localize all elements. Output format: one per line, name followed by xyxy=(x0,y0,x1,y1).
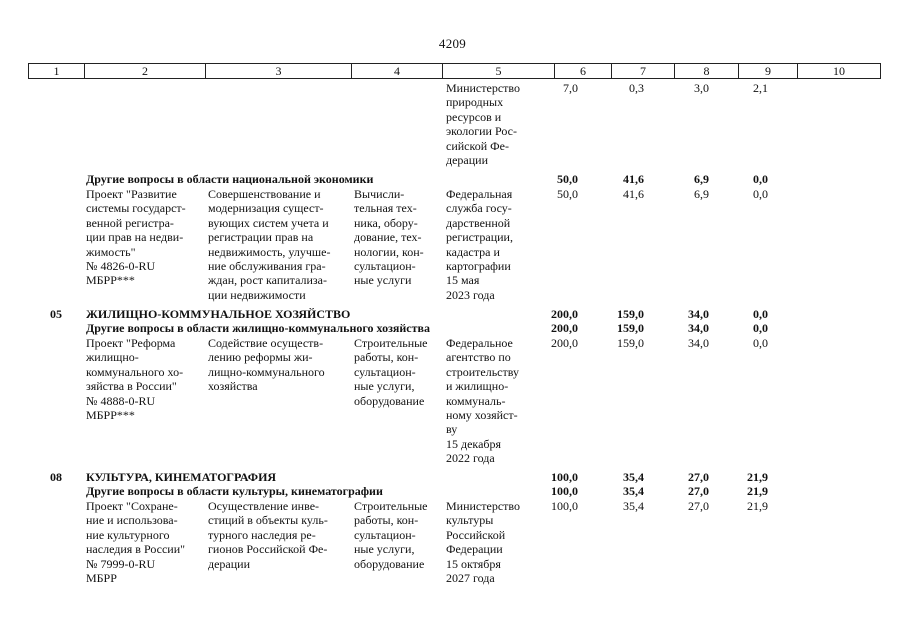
project-7999-responsible: Министерство культуры Российской Федерации 15 октября 2027 года xyxy=(446,499,520,586)
column-header-row xyxy=(28,63,881,79)
column-header-7: 7 xyxy=(612,64,675,78)
project-4888-procurement: Строительные работы, кон- сультацион- ные услуги, оборудование xyxy=(354,336,428,408)
national-economy-value-7: 41,6 xyxy=(623,172,644,186)
project-7999-value-9: 21,9 xyxy=(747,499,768,513)
column-header-10: 10 xyxy=(833,64,845,78)
project-4888-value-7: 159,0 xyxy=(617,336,644,350)
project-7999-purpose: Осуществление инве- стиций в объекты куль- турного наследия ре- гионов Российской Фе- дерации xyxy=(208,499,328,571)
section-05-value-9: 0,0 xyxy=(753,307,768,321)
section-05-value-8: 34,0 xyxy=(688,307,709,321)
column-header-4: 4 xyxy=(352,64,443,78)
project-7999-procurement: Строительные работы, кон- сультацион- ные услуги, оборудование xyxy=(354,499,428,571)
culture-other-value-7: 35,4 xyxy=(623,484,644,498)
project-4826-value-8: 6,9 xyxy=(694,187,709,201)
project-4888-name: Проект "Реформа жилищно- коммунального хо- зяйства в России" № 4888-0-RU МБРР*** xyxy=(86,336,184,423)
project-7999-value-7: 35,4 xyxy=(623,499,644,513)
column-header-9: 9 xyxy=(739,64,798,78)
column-header-8: 8 xyxy=(675,64,739,78)
ministry-carry-responsible: Министерство природных ресурсов и экологии Рос- сийской Фе- дерации xyxy=(446,81,520,168)
national-economy-value-8: 6,9 xyxy=(694,172,709,186)
project-4826-purpose: Совершенствование и модернизация сущест- вующих систем учета и регистрации прав на недвижимость, улучше- ние обслуживания гра- ждан, рост капитализа- ции недвижимости xyxy=(208,187,331,302)
housing-other-value-9: 0,0 xyxy=(753,321,768,335)
section-national-economy-title: Другие вопросы в области национальной экономики xyxy=(86,172,374,186)
housing-other-value-8: 34,0 xyxy=(688,321,709,335)
project-4888-value-9: 0,0 xyxy=(753,336,768,350)
column-header-3: 3 xyxy=(206,64,352,78)
section-08-value-7: 35,4 xyxy=(623,470,644,484)
page-number: 4209 xyxy=(438,36,467,51)
project-4888-purpose: Содействие осуществ- лению реформы жи- лищно-коммунального хозяйства xyxy=(208,336,325,394)
column-header-5: 5 xyxy=(443,64,555,78)
column-header-6: 6 xyxy=(555,64,612,78)
housing-other-value-6: 200,0 xyxy=(551,321,578,335)
section-05-code: 05 xyxy=(50,307,62,321)
project-4826-responsible: Федеральная служба госу- дарственной регистрации, кадастра и картографии 15 мая 2023 года xyxy=(446,187,513,302)
ministry-carry-value-9: 2,1 xyxy=(753,81,768,95)
subsection-housing-other-title: Другие вопросы в области жилищно-коммунального хозяйства xyxy=(86,321,431,335)
section-08-title: КУЛЬТУРА, КИНЕМАТОГРАФИЯ xyxy=(86,470,277,484)
culture-other-value-8: 27,0 xyxy=(688,484,709,498)
project-4826-procurement: Вычисли- тельная тех- ника, обору- дование, тех- нологии, кон- сультацион- ные услуги xyxy=(354,187,424,288)
project-4826-value-9: 0,0 xyxy=(753,187,768,201)
project-4888-value-6: 200,0 xyxy=(551,336,578,350)
project-7999-value-6: 100,0 xyxy=(551,499,578,513)
subsection-culture-other-title: Другие вопросы в области культуры, кинематографии xyxy=(86,484,383,498)
section-08-value-9: 21,9 xyxy=(747,470,768,484)
section-05-value-7: 159,0 xyxy=(617,307,644,321)
section-05-value-6: 200,0 xyxy=(551,307,578,321)
column-header-1: 1 xyxy=(29,64,85,78)
project-4888-responsible: Федеральное агентство по строительству и жилищно- коммуналь- ному хозяйст- ву 15 декабря 2022 года xyxy=(446,336,519,466)
project-4826-value-7: 41,6 xyxy=(623,187,644,201)
national-economy-value-6: 50,0 xyxy=(557,172,578,186)
section-08-value-8: 27,0 xyxy=(688,470,709,484)
project-7999-name: Проект "Сохране- ние и использова- ние культурного наследия в России" № 7999-0-RU МБРР xyxy=(86,499,186,586)
culture-other-value-9: 21,9 xyxy=(747,484,768,498)
project-4826-name: Проект "Развитие системы государст- венной регистра- ции прав на недви- жимость" № 4826-0-RU МБРР*** xyxy=(86,187,186,288)
housing-other-value-7: 159,0 xyxy=(617,321,644,335)
culture-other-value-6: 100,0 xyxy=(551,484,578,498)
section-05-title: ЖИЛИЩНО-КОММУНАЛЬНОЕ ХОЗЯЙСТВО xyxy=(86,307,351,321)
ministry-carry-value-7: 0,3 xyxy=(629,81,644,95)
section-08-code: 08 xyxy=(50,470,62,484)
section-08-value-6: 100,0 xyxy=(551,470,578,484)
project-4888-value-8: 34,0 xyxy=(688,336,709,350)
ministry-carry-value-6: 7,0 xyxy=(563,81,578,95)
project-7999-value-8: 27,0 xyxy=(688,499,709,513)
project-4826-value-6: 50,0 xyxy=(557,187,578,201)
column-header-2: 2 xyxy=(85,64,206,78)
ministry-carry-value-8: 3,0 xyxy=(694,81,709,95)
national-economy-value-9: 0,0 xyxy=(753,172,768,186)
